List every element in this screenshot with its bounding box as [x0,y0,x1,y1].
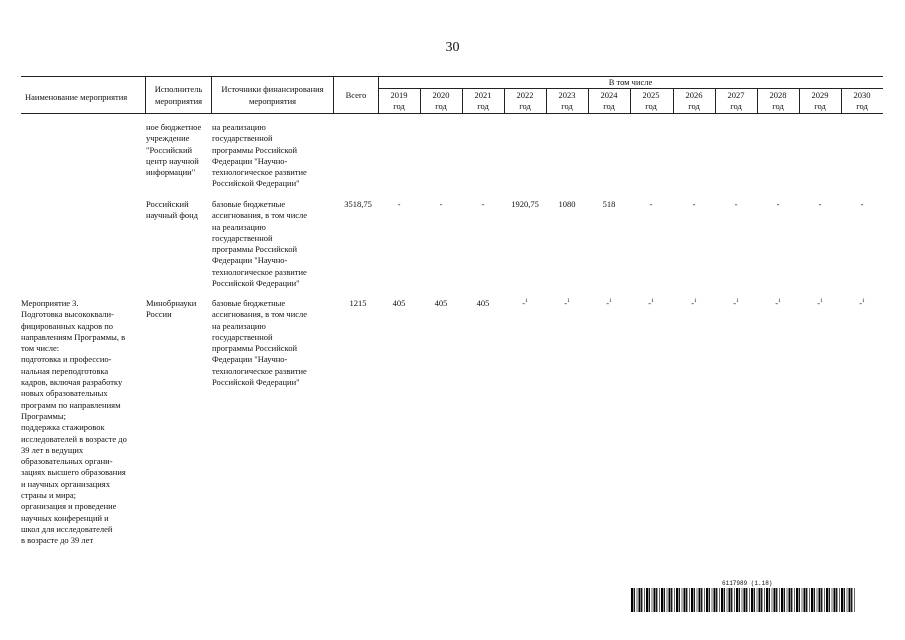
barcode-bar [804,588,806,612]
barcode-bar [787,588,788,612]
barcode-bar [701,588,702,612]
text-line: на реализацию [212,122,266,132]
barcode-bar [809,588,810,612]
barcode-number: 6117989 (1.18) [722,580,773,587]
executor-cell [146,199,198,222]
text-line: технологическое развитие [212,365,307,376]
year-value-cell: 405 [434,298,448,308]
year-header-2023 [546,90,588,112]
year-value-cell: -$^1$ [859,298,865,308]
text-line: и научных организациях [21,478,110,489]
text-line: Федерации "Научно- [212,155,288,166]
barcode-bar [652,588,653,612]
barcode-bar [789,588,791,612]
text-line: Подготовка высококвали- [21,309,114,320]
text-line: нальная переподготовка [21,365,109,376]
barcode-bar [841,588,843,612]
barcode-bar [682,588,683,612]
barcode-bar [776,588,777,612]
barcode-bar [751,588,753,612]
barcode-bar [774,588,776,612]
text-line: организация и проведение [21,501,117,512]
total-cell: 3518,75 [344,199,372,209]
year-label: 2027 [727,90,745,100]
text-line: в возрасте до 39 лет [21,535,94,546]
text-line: фицированных кадров по [21,320,114,331]
footnote-mark: 1 [651,298,654,305]
sources-cell [212,122,307,190]
barcode-bar [766,588,768,612]
barcode-bar [802,588,803,612]
year-value-cell: -$^1$ [733,298,739,308]
year-header-2026 [673,90,715,112]
year-value-cell: 1080 [558,199,576,209]
sources-cell [212,298,307,388]
footnote-mark: 1 [862,298,865,305]
barcode-bar [676,588,678,612]
total-cell: 1215 [349,298,367,308]
barcode-bar [744,588,746,612]
year-value-cell: 1920,75 [511,199,539,209]
barcode-image [631,588,857,612]
barcode-bar [667,588,668,612]
barcode-bar [764,588,765,612]
barcode-bar [817,588,818,612]
footnote-mark: 1 [694,298,697,305]
year-unit: год [477,101,489,111]
year-value-cell: -$^1$ [817,298,823,308]
text-line: Российский [146,199,189,209]
barcode-bar [794,588,795,612]
barcode-bar [704,588,705,612]
text-line: зациях высшего образования [21,467,126,478]
year-unit: год [772,101,784,111]
barcode-bar [757,588,758,612]
year-unit: год [519,101,531,111]
barcode-bar [832,588,833,612]
footnote-mark: 1 [567,298,570,305]
year-header-2028 [757,90,799,112]
year-header-2027 [715,90,757,112]
barcode-bar [806,588,807,612]
barcode-bar [706,588,708,612]
year-value-cell: -$^1$ [606,298,612,308]
text-line: ное бюджетное [146,122,202,132]
year-unit: год [730,101,742,111]
text-line: программы Российской [212,244,298,255]
year-label: 2020 [432,90,450,100]
text-line: государственной [212,331,273,342]
barcode-bar [847,588,848,612]
barcode-bar [646,588,648,612]
text-line: информации" [146,167,196,178]
text-line: Российской Федерации" [212,178,300,189]
barcode-bar [674,588,675,612]
barcode-bar [791,588,792,612]
barcode-bar [719,588,720,612]
barcode-bar [671,588,672,612]
text-line: Российской Федерации" [212,377,300,388]
barcode-bar [656,588,657,612]
barcode-bar [769,588,770,612]
barcode-bar [631,588,633,612]
text-line: базовые бюджетные [212,298,286,308]
barcode-bar [739,588,740,612]
year-value-cell: -$^1$ [522,298,528,308]
text-line: базовые бюджетные [212,199,286,209]
barcode-bar [639,588,641,612]
barcode-bar [821,588,822,612]
text-line: государственной [212,232,273,243]
barcode-bar [644,588,645,612]
barcode-bar [709,588,710,612]
barcode-bar [849,588,851,612]
year-label: 2026 [685,90,703,100]
year-value-cell: - [397,199,401,209]
year-value-cell: -$^1$ [564,298,570,308]
barcode-bar [829,588,830,612]
barcode-bar [834,588,836,612]
barcode-bar [854,588,855,612]
year-value-cell: -$^1$ [691,298,697,308]
barcode-bar [844,588,845,612]
sources-cell [212,199,307,289]
text-line: Российской Федерации" [212,278,300,289]
year-unit: год [561,101,573,111]
year-header-2019 [378,90,420,112]
barcode-bar [759,588,761,612]
header-sources-1: Источники финансирования [221,84,324,94]
year-label: 2025 [642,90,660,100]
year-label: 2023 [558,90,576,100]
text-line: исследователей в возрасте до [21,433,127,444]
text-line: государственной [212,133,273,144]
barcode-bar [634,588,635,612]
barcode-bar [637,588,638,612]
text-line: программы Российской [212,144,298,155]
barcode-bar [664,588,665,612]
barcode-bar [749,588,750,612]
year-label: 2021 [474,90,492,100]
barcode-bar [661,588,663,612]
barcode-bar [731,588,732,612]
text-line: образовательных органи- [21,456,113,467]
text-line: программ по направлениям [21,399,121,410]
text-line: учреждение [146,133,190,144]
barcode-bar [679,588,680,612]
text-line: школ для исследователей [21,523,113,534]
text-line: кадров, включая разработку [21,377,123,388]
text-line: направлениям Программы, в [21,331,126,342]
text-line: Программы; [21,410,66,421]
barcode-bar [742,588,743,612]
barcode-bar [734,588,735,612]
activity-cell [21,298,127,547]
barcode-bar [761,588,762,612]
barcode-bar [654,588,656,612]
text-line: новых образовательных [21,388,108,399]
text-line: Минобрнауки [146,298,197,308]
year-label: 2022 [516,90,534,100]
barcode-bar [712,588,713,612]
year-header-2030 [841,90,883,112]
text-line: Мероприятие 3. [21,298,79,308]
year-value-cell: -$^1$ [775,298,781,308]
barcode-bar [649,588,650,612]
barcode-bar [724,588,725,612]
barcode-bar [669,588,671,612]
footnote-mark: 1 [778,298,781,305]
barcode-bar [799,588,800,612]
text-line: ассигнования, в том числе [212,210,308,221]
barcode-bar [836,588,837,612]
text-line: программы Российской [212,343,298,354]
text-line: технологическое развитие [212,266,307,277]
year-unit: год [603,101,615,111]
text-line: поддержка стажировок [21,422,105,433]
text-line: на реализацию [212,320,266,331]
barcode-bar [819,588,821,612]
text-line: научных конференций и [21,512,109,523]
footnote-mark: 1 [820,298,823,305]
barcode-bar [689,588,690,612]
barcode-bar [697,588,698,612]
year-label: 2030 [853,90,871,100]
barcode-bar [686,588,687,612]
year-label: 2029 [811,90,829,100]
barcode-bar [714,588,716,612]
footnote-mark: 1 [525,298,528,305]
barcode-bar [641,588,642,612]
barcode-bar [784,588,785,612]
barcode-bar [684,588,686,612]
year-value-cell: -$^1$ [648,298,654,308]
year-value-cell: 405 [476,298,490,308]
year-value-cell: - [481,199,485,209]
header-executor-2: мероприятия [154,96,203,106]
year-value-cell: - [818,199,822,209]
text-line: "Российский [146,144,193,155]
barcode-bar [754,588,755,612]
barcode-bar [659,588,660,612]
year-label: 2028 [769,90,787,100]
text-line: технологическое развитие [212,167,307,178]
year-unit: год [435,101,447,111]
year-value-cell: - [860,199,864,209]
page-number: 30 [445,40,460,55]
header-including: В том числе [608,77,653,87]
year-label: 2019 [390,90,408,100]
year-header-2021 [462,90,504,112]
barcode-bar [811,588,813,612]
barcode-bar [699,588,701,612]
footnote-mark: 1 [736,298,739,305]
text-line: подготовка и профессио- [21,354,112,365]
year-header-2022 [504,90,546,112]
year-value-cell: - [649,199,653,209]
barcode-bar [736,588,738,612]
header-sources-2: мероприятия [248,96,297,106]
barcode-bar [839,588,840,612]
barcode-bar [746,588,747,612]
text-line: центр научной [146,155,199,166]
text-line: Федерации "Научно- [212,354,288,365]
executor-cell [146,122,201,178]
year-unit: год [645,101,657,111]
barcode-bar [826,588,828,612]
year-unit: год [856,101,868,111]
barcode-bar [727,588,728,612]
year-header-2020 [420,90,462,112]
text-line: России [146,309,172,320]
text-line: страны и мира; [21,490,76,501]
barcode-bar [772,588,773,612]
barcode-bar [779,588,780,612]
barcode-bar [851,588,852,612]
year-value-cell: 518 [602,199,616,209]
year-header-2025 [630,90,672,112]
year-unit: год [393,101,405,111]
header-total: Всего [345,90,367,100]
year-value-cell: - [692,199,696,209]
header-executor-1: Исполнитель [154,84,203,94]
barcode-bar [716,588,717,612]
year-value-cell: - [439,199,443,209]
barcode-bar [694,588,695,612]
year-header-2024 [588,90,630,112]
header-activity: Наименование мероприятия [25,92,128,102]
footnote-mark: 1 [609,298,612,305]
barcode-bar [691,588,693,612]
barcode-bar [796,588,798,612]
executor-cell [146,298,196,321]
text-line: ассигнования, в том числе [212,309,308,320]
year-value-cell: 405 [392,298,406,308]
year-unit: год [688,101,700,111]
text-line: 39 лет в ведущих [21,444,84,455]
year-value-cell: - [776,199,780,209]
year-header-2029 [799,90,841,112]
text-line: на реализацию [212,221,266,232]
text-line: том числе: [21,343,60,354]
barcode-bar [729,588,731,612]
text-line: научный фонд [146,210,198,221]
barcode-bar [814,588,815,612]
barcode-bar [781,588,783,612]
barcode-bar [824,588,825,612]
barcode-bar [721,588,723,612]
year-unit: год [814,101,826,111]
table-header-bottom-border [21,113,883,114]
year-value-cell: - [734,199,738,209]
text-line: Федерации "Научно- [212,255,288,266]
year-label: 2024 [600,90,618,100]
